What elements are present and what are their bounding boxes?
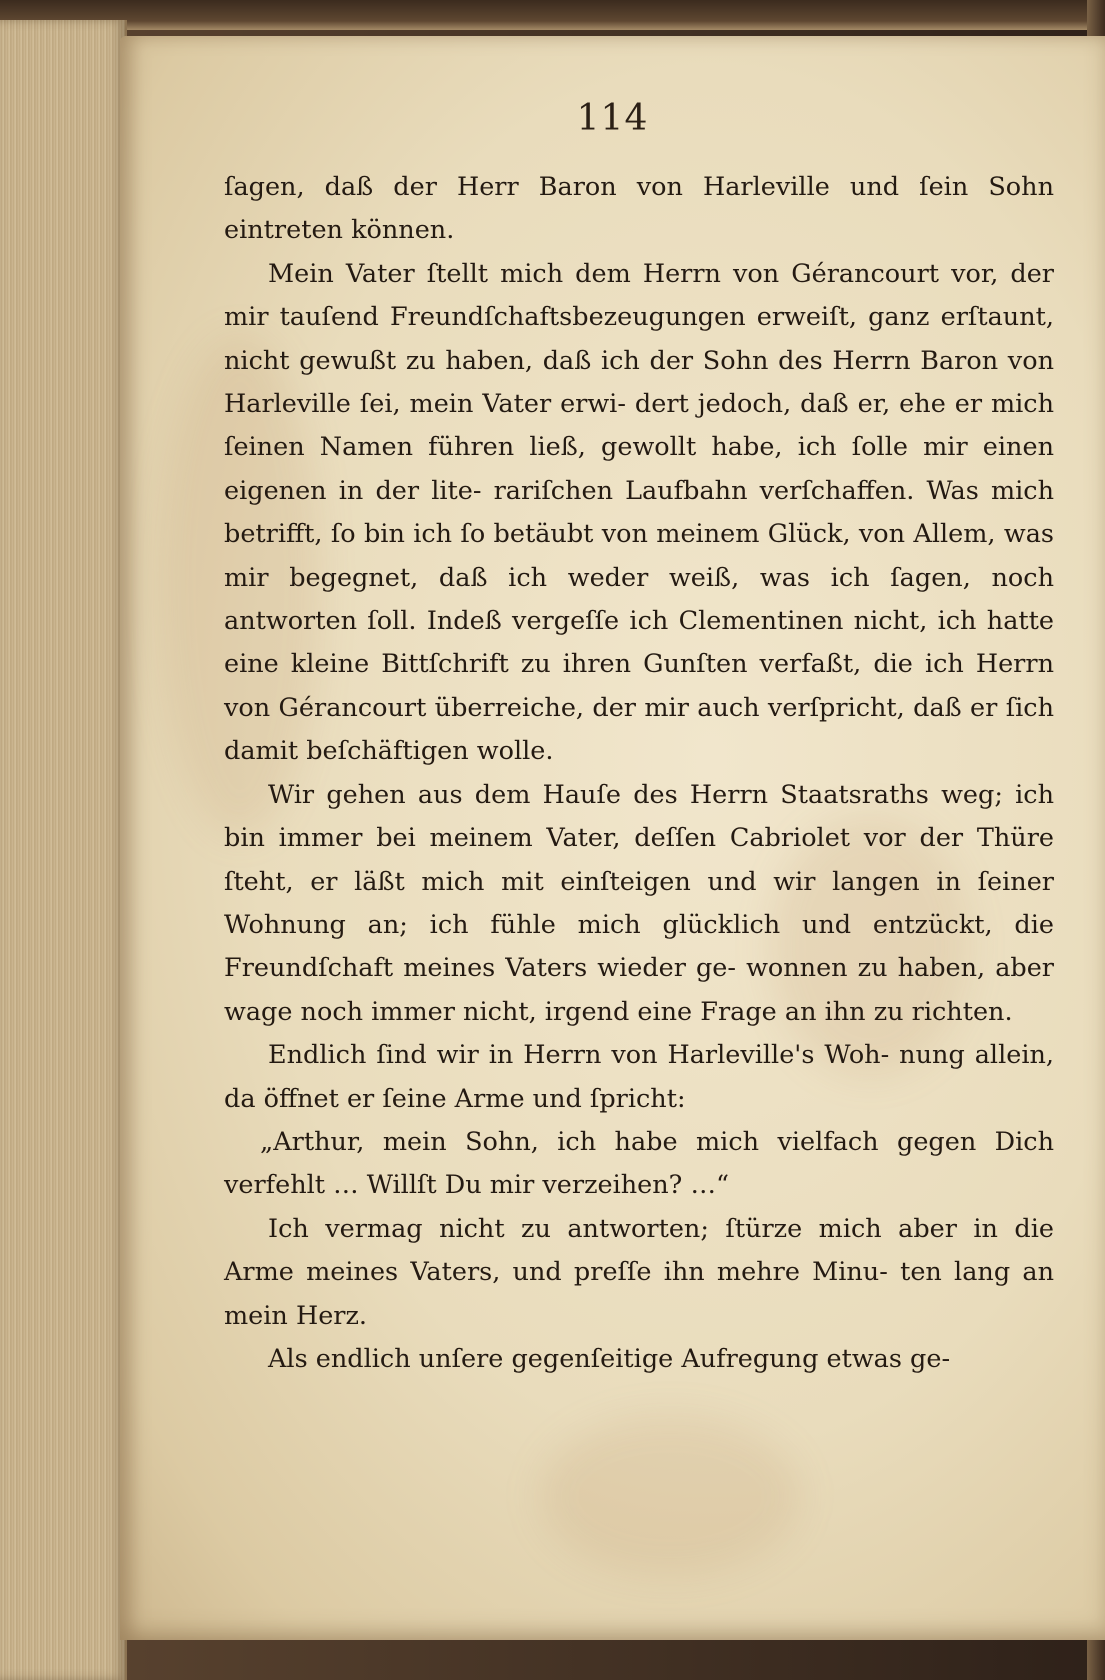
- paragraph: Wir gehen aus dem Hauſe des Herrn Staatsraths weg; ich bin immer bei meinem Vater, deſſen Cabriolet vor der Thüre ſteht, er läßt mich mit einſteigen und wir langen in ſeiner Wohnung an; ich fühle mich glücklich und entzückt, die Freundſchaft meines Vaters wieder ge- wonnen zu haben, aber wage noch immer nicht, irgend eine Frage an ihn zu richten.: [224, 779, 1054, 1027]
- paper-stain: [540, 1416, 800, 1576]
- page-number: 114: [576, 98, 649, 139]
- quote-paragraph: „Arthur, mein Sohn, ich habe mich vielfach gegen Dich verfehlt … Willſt Du mir verzeihen? …“: [224, 1126, 1054, 1201]
- book-page: [120, 36, 1105, 1640]
- book-top-edge: [0, 0, 1105, 30]
- stacked-page-edges: [0, 20, 127, 1680]
- paragraph: ſagen, daß der Herr Baron von Harleville und ſein Sohn eintreten können.: [224, 172, 1054, 246]
- paragraph: Ich vermag nicht zu antworten; ſtürze mich aber in die Arme meines Vaters, und preſſe ihn mehre Minu- ten lang an mein Herz.: [224, 1213, 1054, 1331]
- body-text: [224, 166, 1054, 1381]
- paragraph: Als endlich unſere gegenſeitige Aufregung etwas ge-: [268, 1343, 951, 1374]
- paragraph: Mein Vater ſtellt mich dem Herrn von Gérancourt vor, der mir tauſend Freundſchaftsbezeugungen erweiſt, ganz erſtaunt, nicht gewußt zu haben, daß ich der Sohn des Herrn Baron von Harleville ſei, mein Vater erwi- dert jedoch, daß er, ehe er mich ſeinen Namen führen ließ, gewollt habe, ich ſolle mir einen eigenen in der lite- rariſchen Laufbahn verſchaffen. Was mich betrifft, ſo bin ich ſo betäubt von meinem Glück, von Allem, was mir begegnet, daß ich weder weiß, was ich ſagen, noch antworten ſoll. Indeß vergeſſe ich Clementinen nicht, ich hatte eine kleine Bittſchrift zu ihren Gunſten verfaßt, die ich Herrn von Gérancourt überreiche, der mir auch verſpricht, daß er ſich damit beſchäftigen wolle.: [224, 258, 1054, 767]
- paragraph: Endlich ſind wir in Herrn von Harleville's Woh- nung allein, da öffnet er ſeine Arme und ſpricht:: [224, 1040, 1054, 1114]
